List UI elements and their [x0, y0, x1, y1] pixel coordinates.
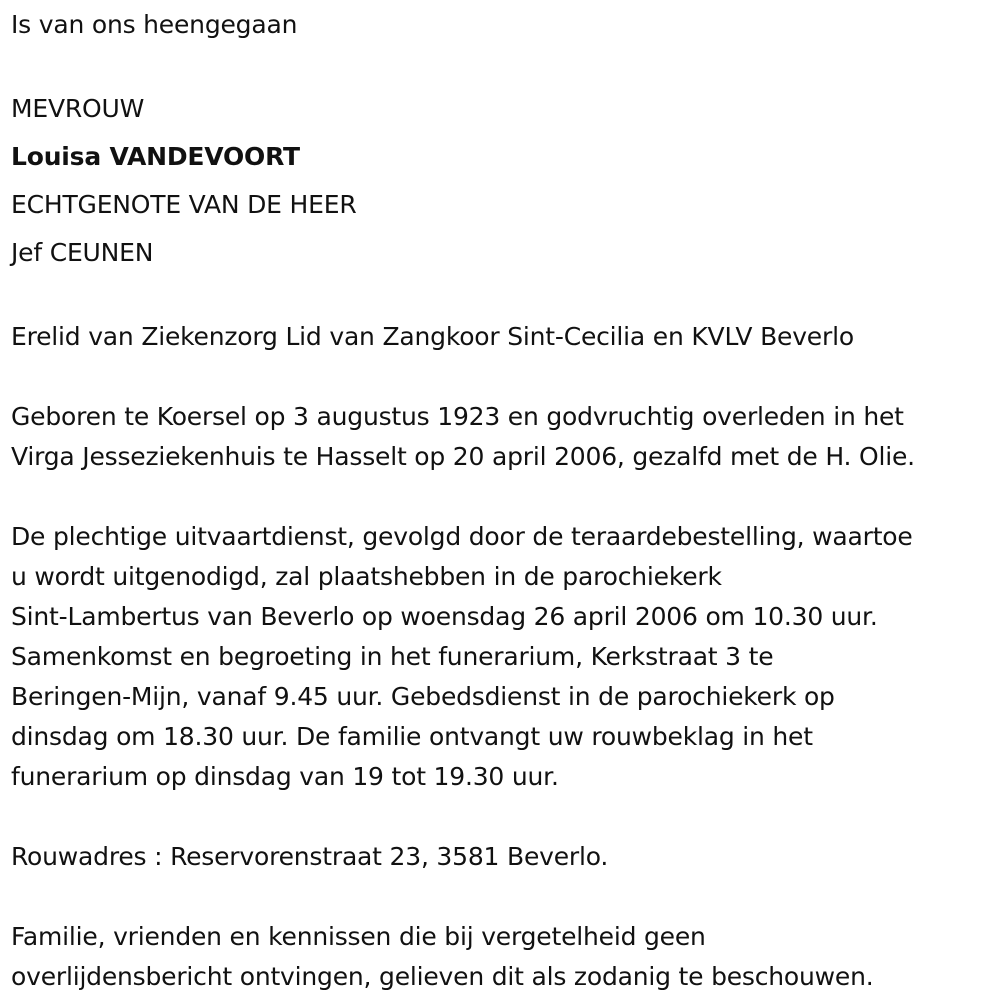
spacer — [11, 877, 996, 917]
spacer — [11, 477, 996, 517]
spacer — [11, 357, 996, 397]
funeral-paragraph — [11, 517, 996, 797]
paragraph-line: Sint-Lambertus van Beverlo op woensdag 26 april 2006 om 10.30 uur. — [11, 602, 878, 631]
paragraph-line: De plechtige uitvaartdienst, gevolgd door de teraardebestelling, waartoe — [11, 522, 913, 551]
paragraph-line: overlijdensbericht ontvingen, gelieven dit als zodanig te beschouwen. — [11, 962, 874, 991]
deceased-name: Louisa VANDEVOORT — [11, 142, 300, 171]
intro-text: Is van ons heengegaan — [11, 10, 298, 39]
paragraph-line: Familie, vrienden en kennissen die bij vergetelheid geen — [11, 922, 706, 951]
paragraph-line: Samenkomst en begroeting in het funerarium, Kerkstraat 3 te — [11, 642, 774, 671]
deceased-block — [11, 85, 996, 277]
paragraph-line: Beringen-Mijn, vanaf 9.45 uur. Gebedsdienst in de parochiekerk op — [11, 682, 835, 711]
birth-death-paragraph — [11, 397, 996, 477]
paragraph-line: u wordt uitgenodigd, zal plaatshebben in de parochiekerk — [11, 562, 722, 591]
spacer — [11, 797, 996, 837]
obituary-notice — [11, 5, 996, 997]
spacer — [11, 277, 996, 317]
paragraph-line: dinsdag om 18.30 uur. De familie ontvangt uw rouwbeklag in het — [11, 722, 813, 751]
closing-paragraph — [11, 917, 996, 997]
spacer — [11, 45, 996, 85]
paragraph-line: Geboren te Koersel op 3 augustus 1923 en godvruchtig overleden in het — [11, 402, 904, 431]
paragraph-line: Virga Jesseziekenhuis te Hasselt op 20 april 2006, gezalfd met de H. Olie. — [11, 442, 915, 471]
relation-text: ECHTGENOTE VAN DE HEER — [11, 190, 357, 219]
membership-text: Erelid van Ziekenzorg Lid van Zangkoor Sint-Cecilia en KVLV Beverlo — [11, 322, 854, 351]
spouse-name: Jef CEUNEN — [11, 238, 154, 267]
paragraph-line: funerarium op dinsdag van 19 tot 19.30 uur. — [11, 762, 559, 791]
mourning-address: Rouwadres : Reservorenstraat 23, 3581 Beverlo. — [11, 842, 609, 871]
honorific: MEVROUW — [11, 94, 145, 123]
